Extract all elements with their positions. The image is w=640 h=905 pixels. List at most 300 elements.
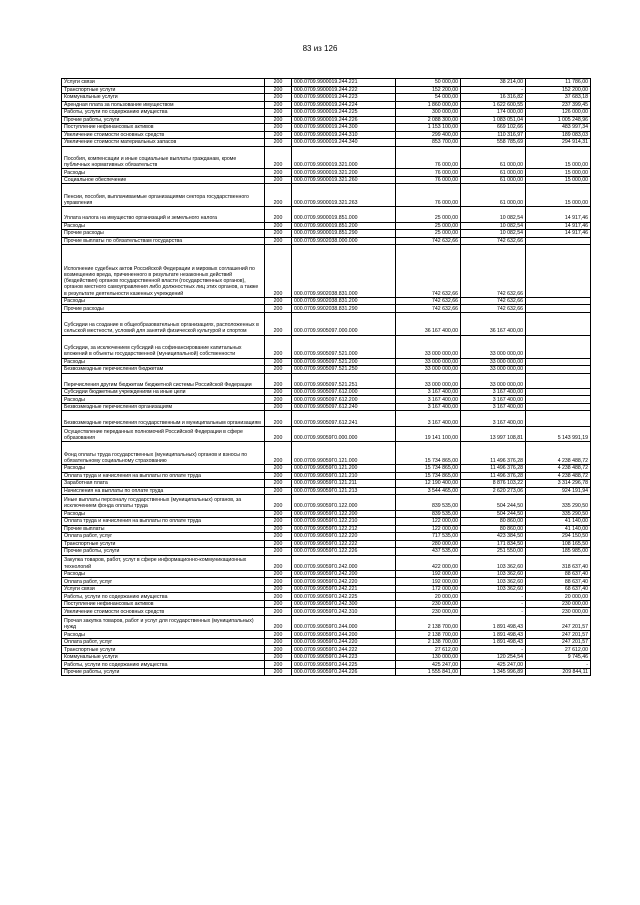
row-name-cell: Исполнение судебных актов Российской Федерации и мировых соглашений по возмещению вреда, причиненного в результате незаконных действий (бездействия) органов государственной власти (государственных органов), органов местного самоуправления либо должностных лиц этих органов, а также в результате деятельности казенных учреждений <box>62 245 265 298</box>
row-code-cell: 000.0709.9900019.244.340 <box>292 139 396 147</box>
row-grbs-cell: 200 <box>265 600 292 608</box>
row-exec-cell: 3 167 400,00 <box>461 396 526 404</box>
row-name-cell: Работы, услуги по содержанию имущества <box>62 661 265 669</box>
row-grbs-cell: 200 <box>265 124 292 132</box>
row-plan-cell: 742 632,66 <box>396 297 461 305</box>
row-exec-cell: 103 362,60 <box>461 555 526 570</box>
row-rest-cell: 68 637,40 <box>526 585 591 593</box>
row-exec-cell: 251 550,00 <box>461 548 526 556</box>
row-grbs-cell: 200 <box>265 222 292 230</box>
row-code-cell: 000.0709.9900019.244.222 <box>292 86 396 94</box>
row-exec-cell: 33 000 000,00 <box>461 335 526 358</box>
row-grbs-cell: 200 <box>265 358 292 366</box>
table-row <box>62 222 591 230</box>
row-exec-cell: 36 167 400,00 <box>461 312 526 335</box>
row-grbs-cell: 200 <box>265 305 292 313</box>
table-row <box>62 631 591 639</box>
row-code-cell: 000.0709.99059Г0.242.300 <box>292 600 396 608</box>
table-row <box>62 146 591 169</box>
row-exec-cell: 425 247,00 <box>461 661 526 669</box>
row-rest-cell: 14 917,46 <box>526 230 591 238</box>
row-grbs-cell: 200 <box>265 207 292 222</box>
row-name-cell: Арендная плата за пользование имуществом <box>62 101 265 109</box>
row-code-cell: 000.0709.9900019.244.225 <box>292 109 396 117</box>
row-rest-cell <box>526 305 591 313</box>
row-name-cell: Работы, услуги по содержанию имущества <box>62 109 265 117</box>
row-grbs-cell: 200 <box>265 146 292 169</box>
table-row <box>62 480 591 488</box>
row-grbs-cell: 200 <box>265 403 292 411</box>
row-grbs-cell: 200 <box>265 109 292 117</box>
table-row <box>62 548 591 556</box>
row-plan-cell: 20 000,00 <box>396 593 461 601</box>
row-grbs-cell: 200 <box>265 631 292 639</box>
row-name-cell: Уплата налога на имущество организаций и земельного налога <box>62 207 265 222</box>
table-row <box>62 101 591 109</box>
row-code-cell: 000.0709.9900019.321.260 <box>292 176 396 184</box>
row-grbs-cell: 200 <box>265 245 292 298</box>
row-rest-cell: 4 238 488,72 <box>526 472 591 480</box>
row-grbs-cell: 200 <box>265 184 292 207</box>
row-grbs-cell: 200 <box>265 638 292 646</box>
row-plan-cell: 230 000,00 <box>396 600 461 608</box>
row-name-cell: Увеличение стоимости основных средств <box>62 131 265 139</box>
row-grbs-cell: 200 <box>265 615 292 630</box>
row-grbs-cell: 200 <box>265 237 292 245</box>
table-row <box>62 646 591 654</box>
row-grbs-cell: 200 <box>265 312 292 335</box>
row-rest-cell <box>526 373 591 388</box>
row-rest-cell: 9 745,46 <box>526 653 591 661</box>
row-name-cell: Субсидии, за исключением субсидий на софинансирование капитальных вложений в объекты государственной (муниципальной) собственности <box>62 335 265 358</box>
row-plan-cell: 33 000 000,00 <box>396 373 461 388</box>
row-exec-cell: 3 167 400,00 <box>461 411 526 426</box>
row-plan-cell: 122 000,00 <box>396 518 461 526</box>
row-rest-cell <box>526 312 591 335</box>
row-name-cell: Расходы <box>62 222 265 230</box>
row-code-cell: 000.0709.9900019.244.300 <box>292 124 396 132</box>
table-row <box>62 608 591 616</box>
budget-execution-table <box>61 78 591 676</box>
table-row <box>62 237 591 245</box>
table-row <box>62 169 591 177</box>
row-exec-cell: 11 496 376,28 <box>461 442 526 465</box>
row-exec-cell: 742 632,66 <box>461 237 526 245</box>
row-exec-cell: 171 834,50 <box>461 540 526 548</box>
row-name-cell: Увеличение стоимости материальных запасов <box>62 139 265 147</box>
row-plan-cell: 3 167 400,00 <box>396 411 461 426</box>
row-code-cell: 000.0709.9900019.851.000 <box>292 207 396 222</box>
row-grbs-cell: 200 <box>265 646 292 654</box>
row-name-cell: Транспортные услуги <box>62 86 265 94</box>
row-code-cell: 000.0709.99059Г0.122.222 <box>292 540 396 548</box>
row-exec-cell: 16 316,82 <box>461 94 526 102</box>
table-row <box>62 661 591 669</box>
row-name-cell: Оплата работ, услуг <box>62 578 265 586</box>
row-grbs-cell: 200 <box>265 101 292 109</box>
row-name-cell: Оплата работ, услуг <box>62 638 265 646</box>
row-grbs-cell: 200 <box>265 388 292 396</box>
row-grbs-cell: 200 <box>265 593 292 601</box>
row-code-cell: 000.0709.9905097.521.000 <box>292 335 396 358</box>
row-code-cell: 000.0709.99059Г0.244.200 <box>292 631 396 639</box>
row-name-cell: Расходы <box>62 570 265 578</box>
table-row <box>62 653 591 661</box>
table-row <box>62 297 591 305</box>
row-code-cell: 000.0709.99059Г0.242.221 <box>292 585 396 593</box>
row-exec-cell: - <box>461 600 526 608</box>
row-name-cell: Прочие работы, услуги <box>62 668 265 676</box>
row-plan-cell: 76 000,00 <box>396 176 461 184</box>
row-code-cell: 000.0709.9905097.612.200 <box>292 396 396 404</box>
table-row <box>62 600 591 608</box>
row-exec-cell: 61 000,00 <box>461 184 526 207</box>
table-row <box>62 638 591 646</box>
row-plan-cell: 36 167 400,00 <box>396 312 461 335</box>
row-name-cell: Оплата работ, услуг <box>62 533 265 541</box>
table-row <box>62 540 591 548</box>
row-rest-cell: 230 000,00 <box>526 608 591 616</box>
row-exec-cell: 13 997 108,81 <box>461 426 526 441</box>
row-rest-cell <box>526 411 591 426</box>
row-name-cell: Безвозмездные перечисления организациям <box>62 403 265 411</box>
row-exec-cell: - <box>461 608 526 616</box>
row-rest-cell: 185 985,00 <box>526 548 591 556</box>
row-exec-cell: 103 362,60 <box>461 578 526 586</box>
row-exec-cell: 38 214,00 <box>461 79 526 87</box>
row-exec-cell: 742 632,66 <box>461 305 526 313</box>
row-exec-cell: 8 876 103,22 <box>461 480 526 488</box>
row-grbs-cell: 200 <box>265 668 292 676</box>
row-name-cell: Транспортные услуги <box>62 540 265 548</box>
row-rest-cell: 189 083,03 <box>526 131 591 139</box>
row-code-cell: 000.0709.9900019.321.000 <box>292 146 396 169</box>
row-grbs-cell: 200 <box>265 230 292 238</box>
row-rest-cell: 335 290,50 <box>526 510 591 518</box>
row-grbs-cell: 200 <box>265 661 292 669</box>
row-grbs-cell: 200 <box>265 653 292 661</box>
row-code-cell: 000.0709.99059Г0.242.220 <box>292 578 396 586</box>
row-rest-cell: 88 637,40 <box>526 578 591 586</box>
row-name-cell: Прочие выплаты <box>62 525 265 533</box>
row-rest-cell: 4 238 488,72 <box>526 442 591 465</box>
row-grbs-cell: 200 <box>265 366 292 374</box>
row-plan-cell: 1 860 000,00 <box>396 101 461 109</box>
row-exec-cell: 10 082,54 <box>461 230 526 238</box>
row-rest-cell <box>526 297 591 305</box>
row-grbs-cell: 200 <box>265 570 292 578</box>
row-rest-cell: 335 290,50 <box>526 495 591 510</box>
row-code-cell: 000.0709.99059Г0.122.212 <box>292 525 396 533</box>
table-row <box>62 396 591 404</box>
row-rest-cell: 15 000,00 <box>526 169 591 177</box>
row-code-cell: 000.0709.9900019.244.221 <box>292 79 396 87</box>
row-code-cell: 000.0709.9900019.321.200 <box>292 169 396 177</box>
row-name-cell: Иные выплаты персоналу государственных (муниципальных) органов, за исключением фонда оплаты труда <box>62 495 265 510</box>
row-code-cell: 000.0709.9900019.244.226 <box>292 116 396 124</box>
row-grbs-cell: 200 <box>265 176 292 184</box>
row-name-cell: Расходы <box>62 358 265 366</box>
row-rest-cell: 14 917,46 <box>526 222 591 230</box>
row-code-cell: 000.0709.9905097.000.000 <box>292 312 396 335</box>
row-plan-cell: 19 141 100,00 <box>396 426 461 441</box>
table-row <box>62 312 591 335</box>
row-grbs-cell: 200 <box>265 86 292 94</box>
row-name-cell: Пособия, компенсации и иные социальные выплаты гражданам, кроме публичных нормативных обязательств <box>62 146 265 169</box>
row-grbs-cell: 200 <box>265 116 292 124</box>
table-row <box>62 94 591 102</box>
row-code-cell: 000.0709.99059Г0.000.000 <box>292 426 396 441</box>
row-plan-cell: 76 000,00 <box>396 146 461 169</box>
table-row <box>62 593 591 601</box>
row-exec-cell: 80 860,00 <box>461 525 526 533</box>
row-grbs-cell: 200 <box>265 555 292 570</box>
row-name-cell: Прочие работы, услуги <box>62 116 265 124</box>
row-plan-cell: 300 000,00 <box>396 109 461 117</box>
row-rest-cell: 37 683,18 <box>526 94 591 102</box>
row-exec-cell: 61 000,00 <box>461 176 526 184</box>
row-code-cell: 000.0709.9902038.831.200 <box>292 297 396 305</box>
table-row <box>62 230 591 238</box>
table-row <box>62 585 591 593</box>
row-plan-cell: 853 700,00 <box>396 139 461 147</box>
row-exec-cell: - <box>461 86 526 94</box>
row-exec-cell: 1 891 498,43 <box>461 615 526 630</box>
row-code-cell: 000.0709.9900019.244.310 <box>292 131 396 139</box>
row-name-cell: Прочая закупка товаров, работ и услуг для государственных (муниципальных) нужд <box>62 615 265 630</box>
table-row <box>62 116 591 124</box>
row-exec-cell: 1 891 498,43 <box>461 631 526 639</box>
row-plan-cell: 25 000,00 <box>396 207 461 222</box>
row-code-cell: 000.0709.9905097.612.000 <box>292 388 396 396</box>
row-name-cell: Субсидии на создание в общеобразовательных организациях, расположенных в сельской местности, условий для занятий физической культурой и спортом <box>62 312 265 335</box>
table-row <box>62 366 591 374</box>
row-code-cell: 000.0709.9900019.851.290 <box>292 230 396 238</box>
row-exec-cell: 61 000,00 <box>461 146 526 169</box>
row-exec-cell: 103 362,60 <box>461 570 526 578</box>
row-plan-cell: 425 247,00 <box>396 661 461 669</box>
table-row <box>62 373 591 388</box>
row-plan-cell: 25 000,00 <box>396 230 461 238</box>
row-rest-cell: 15 000,00 <box>526 184 591 207</box>
row-rest-cell <box>526 388 591 396</box>
row-exec-cell: 10 082,54 <box>461 222 526 230</box>
row-plan-cell: 2 138 700,00 <box>396 638 461 646</box>
table-row <box>62 426 591 441</box>
row-plan-cell: 54 000,00 <box>396 94 461 102</box>
table-row <box>62 109 591 117</box>
row-code-cell: 000.0709.99059Г0.122.000 <box>292 495 396 510</box>
row-exec-cell: 504 244,50 <box>461 495 526 510</box>
row-code-cell: 000.0709.99059Г0.244.225 <box>292 661 396 669</box>
table-row <box>62 525 591 533</box>
row-code-cell: 000.0709.99059Г0.244.223 <box>292 653 396 661</box>
row-name-cell: Услуги связи <box>62 585 265 593</box>
row-code-cell: 000.0709.99059Г0.122.226 <box>292 548 396 556</box>
row-rest-cell: 20 000,00 <box>526 593 591 601</box>
row-plan-cell: 33 000 000,00 <box>396 366 461 374</box>
row-code-cell: 000.0709.9905097.612.241 <box>292 411 396 426</box>
row-code-cell: 000.0709.99059Г0.244.222 <box>292 646 396 654</box>
row-plan-cell: 192 000,00 <box>396 570 461 578</box>
row-exec-cell: 11 496 376,28 <box>461 465 526 473</box>
row-code-cell: 000.0709.99059Г0.121.210 <box>292 472 396 480</box>
table-row <box>62 305 591 313</box>
row-exec-cell: 1 622 600,55 <box>461 101 526 109</box>
row-exec-cell: 33 000 000,00 <box>461 366 526 374</box>
table-row <box>62 358 591 366</box>
row-exec-cell: 742 632,66 <box>461 297 526 305</box>
row-code-cell: 000.0709.99059Г0.242.310 <box>292 608 396 616</box>
row-rest-cell: 924 191,94 <box>526 487 591 495</box>
row-plan-cell: 15 734 865,00 <box>396 472 461 480</box>
row-grbs-cell: 200 <box>265 426 292 441</box>
row-plan-cell: 742 632,66 <box>396 237 461 245</box>
row-plan-cell: 437 535,00 <box>396 548 461 556</box>
row-name-cell: Прочие выплаты по обязательствам государства <box>62 237 265 245</box>
row-grbs-cell: 200 <box>265 169 292 177</box>
table-row <box>62 124 591 132</box>
row-plan-cell: 230 000,00 <box>396 608 461 616</box>
row-grbs-cell: 200 <box>265 442 292 465</box>
row-name-cell: Услуги связи <box>62 79 265 87</box>
row-exec-cell: 3 167 400,00 <box>461 388 526 396</box>
row-grbs-cell: 200 <box>265 533 292 541</box>
row-plan-cell: 33 000 000,00 <box>396 358 461 366</box>
row-grbs-cell: 200 <box>265 94 292 102</box>
row-name-cell: Расходы <box>62 169 265 177</box>
row-rest-cell: 14 917,46 <box>526 207 591 222</box>
row-grbs-cell: 200 <box>265 472 292 480</box>
row-code-cell: 000.0709.9900019.244.224 <box>292 101 396 109</box>
row-exec-cell: 120 254,54 <box>461 653 526 661</box>
row-name-cell: Расходы <box>62 631 265 639</box>
row-grbs-cell: 200 <box>265 608 292 616</box>
table-row <box>62 495 591 510</box>
row-plan-cell: 742 632,66 <box>396 305 461 313</box>
table-row <box>62 518 591 526</box>
row-exec-cell: - <box>461 593 526 601</box>
row-name-cell: Субсидии бюджетным учреждениям на иные цели <box>62 388 265 396</box>
row-code-cell: 000.0709.99059Г0.122.220 <box>292 533 396 541</box>
row-name-cell: Увеличение стоимости основных средств <box>62 608 265 616</box>
row-exec-cell: 174 000,00 <box>461 109 526 117</box>
row-name-cell: Закупка товаров, работ, услуг в сфере информационно-коммуникационных технологий <box>62 555 265 570</box>
row-plan-cell: 130 000,00 <box>396 653 461 661</box>
row-name-cell: Социальное обеспечение <box>62 176 265 184</box>
row-code-cell: 000.0709.99059Г0.121.211 <box>292 480 396 488</box>
row-plan-cell: 25 000,00 <box>396 222 461 230</box>
row-grbs-cell: 200 <box>265 578 292 586</box>
row-exec-cell: 33 000 000,00 <box>461 373 526 388</box>
row-rest-cell <box>526 245 591 298</box>
row-code-cell: 000.0709.99059Г0.121.200 <box>292 465 396 473</box>
row-rest-cell: 15 000,00 <box>526 146 591 169</box>
row-plan-cell: 839 535,00 <box>396 495 461 510</box>
row-rest-cell: 294 150,50 <box>526 533 591 541</box>
row-plan-cell: 192 000,00 <box>396 578 461 586</box>
row-name-cell: Расходы <box>62 297 265 305</box>
row-plan-cell: 15 734 865,00 <box>396 442 461 465</box>
row-plan-cell: 152 200,00 <box>396 86 461 94</box>
row-grbs-cell: 200 <box>265 396 292 404</box>
row-rest-cell <box>526 335 591 358</box>
row-exec-cell: 80 860,00 <box>461 518 526 526</box>
row-name-cell: Прочие расходы <box>62 230 265 238</box>
row-rest-cell: 483 997,34 <box>526 124 591 132</box>
row-rest-cell: 11 786,00 <box>526 79 591 87</box>
row-plan-cell: 33 000 000,00 <box>396 335 461 358</box>
table-row <box>62 403 591 411</box>
row-grbs-cell: 200 <box>265 465 292 473</box>
row-name-cell: Поступление нефинансовых активов <box>62 600 265 608</box>
row-rest-cell: 247 201,57 <box>526 615 591 630</box>
row-plan-cell: 839 535,00 <box>396 510 461 518</box>
row-code-cell: 000.0709.9900019.321.263 <box>292 184 396 207</box>
table-row <box>62 79 591 87</box>
row-grbs-cell: 200 <box>265 585 292 593</box>
row-grbs-cell: 200 <box>265 79 292 87</box>
table-row <box>62 465 591 473</box>
row-plan-cell: 3 167 400,00 <box>396 403 461 411</box>
table-row <box>62 131 591 139</box>
row-exec-cell: - <box>461 646 526 654</box>
row-rest-cell: 247 201,57 <box>526 638 591 646</box>
row-exec-cell: 1 083 051,04 <box>461 116 526 124</box>
row-rest-cell <box>526 366 591 374</box>
row-code-cell: 000.0709.99059Г0.244.000 <box>292 615 396 630</box>
table-row <box>62 510 591 518</box>
row-grbs-cell: 200 <box>265 480 292 488</box>
table-row <box>62 86 591 94</box>
row-name-cell: Прочие расходы <box>62 305 265 313</box>
row-exec-cell: 669 102,66 <box>461 124 526 132</box>
row-code-cell: 000.0709.9902038.000.000 <box>292 237 396 245</box>
row-name-cell: Перечисления другим бюджетам бюджетной системы Российской Федерации <box>62 373 265 388</box>
row-exec-cell: 11 496 376,28 <box>461 472 526 480</box>
row-rest-cell: 1 005 248,96 <box>526 116 591 124</box>
row-rest-cell: 88 637,40 <box>526 570 591 578</box>
table-row <box>62 388 591 396</box>
row-plan-cell: 76 000,00 <box>396 169 461 177</box>
row-plan-cell: 299 400,00 <box>396 131 461 139</box>
row-name-cell: Оплата труда и начисления на выплаты по оплате труда <box>62 518 265 526</box>
row-rest-cell: 126 000,00 <box>526 109 591 117</box>
row-code-cell: 000.0709.99059Г0.244.220 <box>292 638 396 646</box>
row-plan-cell: 12 190 400,00 <box>396 480 461 488</box>
row-name-cell: Расходы <box>62 510 265 518</box>
row-name-cell: Безвозмездные перечисления бюджетам <box>62 366 265 374</box>
row-exec-cell: 423 384,50 <box>461 533 526 541</box>
row-name-cell: Расходы <box>62 465 265 473</box>
table-row <box>62 411 591 426</box>
row-grbs-cell: 200 <box>265 131 292 139</box>
row-rest-cell: 152 200,00 <box>526 86 591 94</box>
row-rest-cell: 27 612,00 <box>526 646 591 654</box>
row-exec-cell: 558 785,69 <box>461 139 526 147</box>
row-code-cell: 000.0709.99059Г0.121.213 <box>292 487 396 495</box>
row-name-cell: Фонд оплаты труда государственных (муниципальных) органов и взносы по обязательному социальному страхованию <box>62 442 265 465</box>
row-plan-cell: 2 138 700,00 <box>396 631 461 639</box>
row-grbs-cell: 200 <box>265 495 292 510</box>
row-plan-cell: 717 535,00 <box>396 533 461 541</box>
row-exec-cell: 33 000 000,00 <box>461 358 526 366</box>
row-grbs-cell: 200 <box>265 373 292 388</box>
row-plan-cell: 76 000,00 <box>396 184 461 207</box>
row-plan-cell: 3 544 465,00 <box>396 487 461 495</box>
row-rest-cell <box>526 403 591 411</box>
row-plan-cell: 3 167 400,00 <box>396 396 461 404</box>
